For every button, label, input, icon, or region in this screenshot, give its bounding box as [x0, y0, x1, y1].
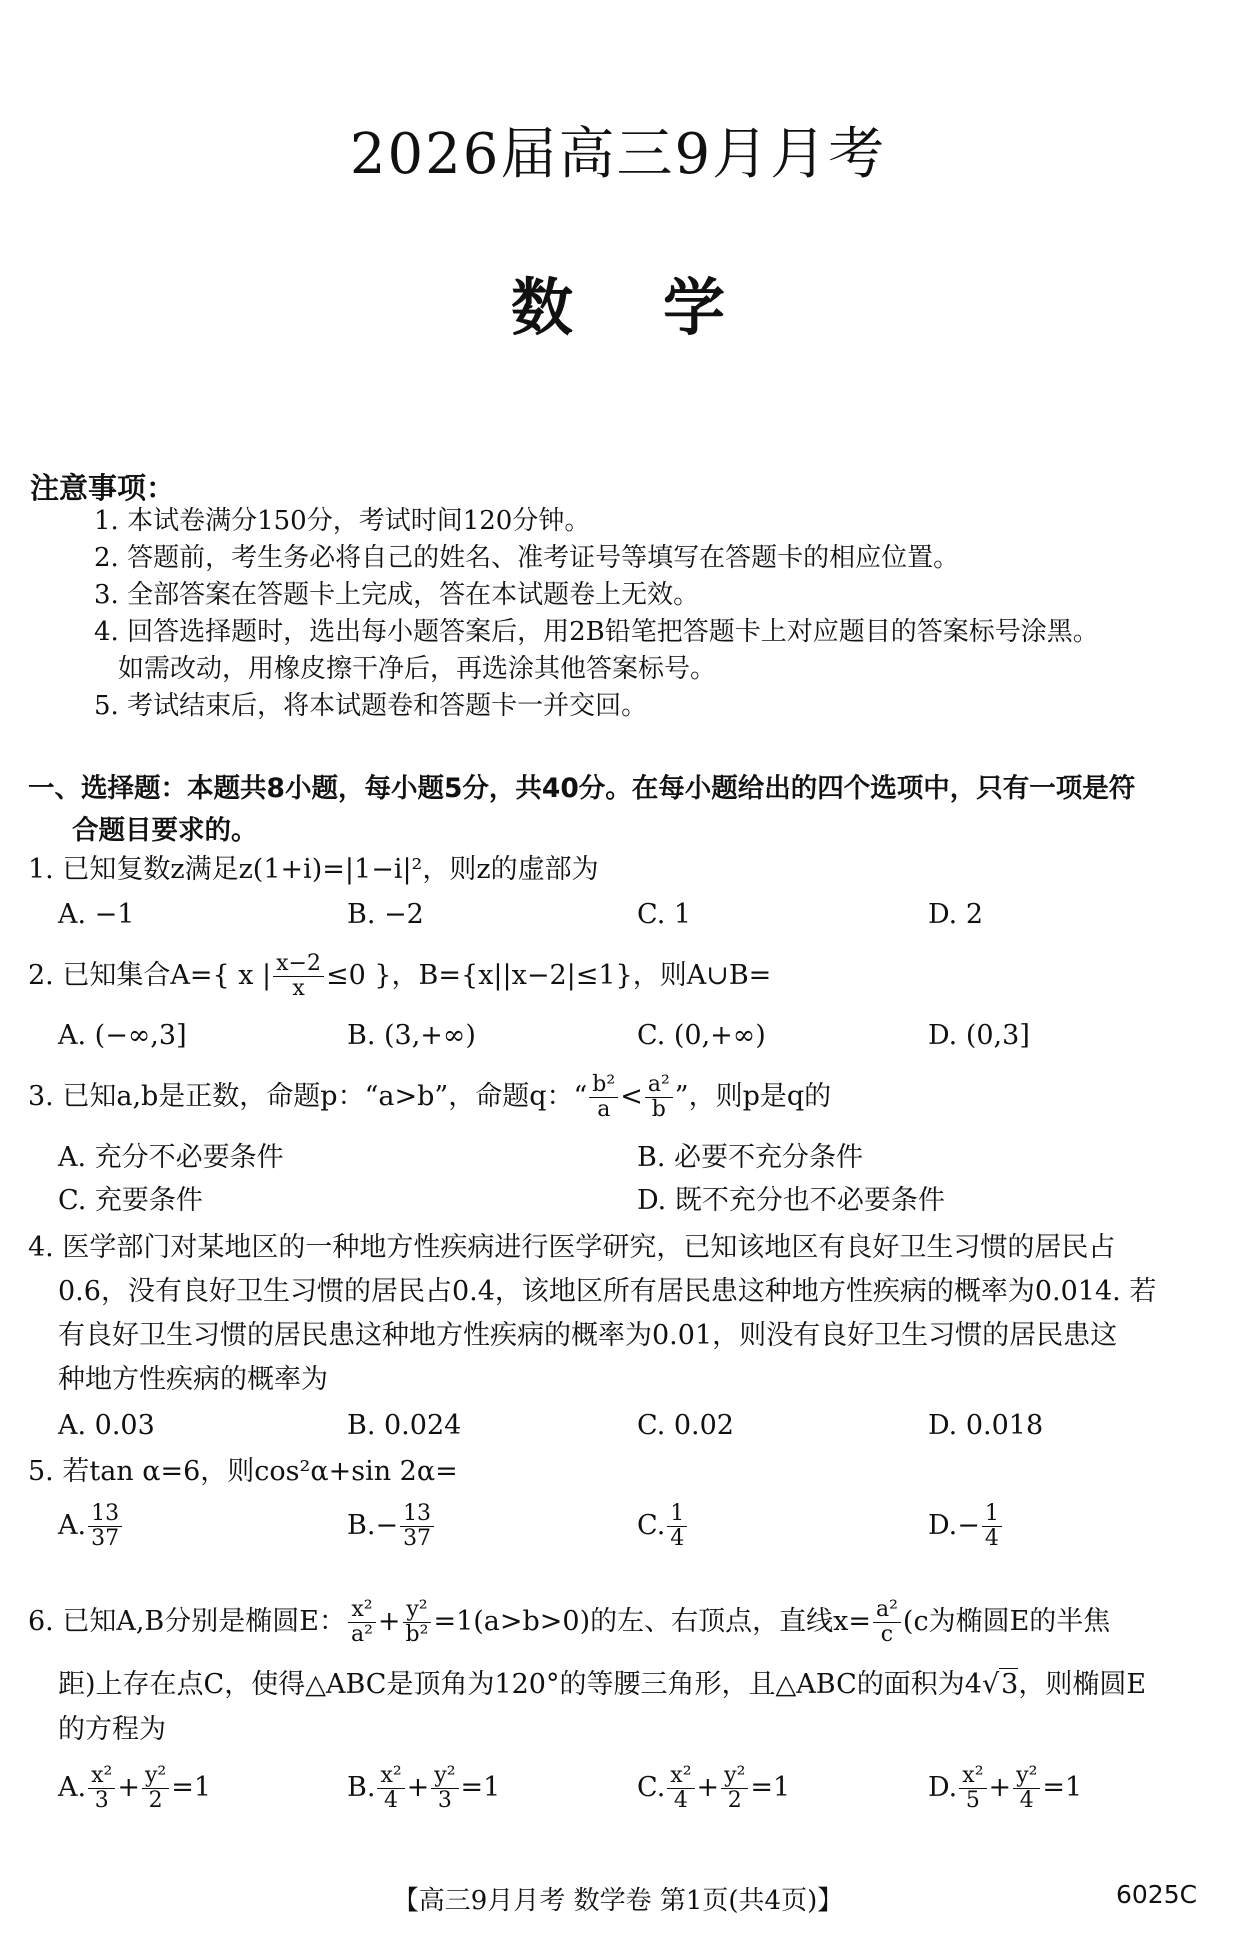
q2-prefix: 2. 已知集合A= [28, 960, 213, 991]
q6-b-eq: =1 [460, 1772, 501, 1803]
q4-option-b: B. 0.024 [347, 1410, 462, 1441]
q5-b-fraction [400, 1502, 434, 1551]
notice-item: 1. 本试卷满分150分，考试时间120分钟。 [94, 506, 591, 536]
q5-c-label: C. [637, 1510, 666, 1541]
q6-a-y [142, 1764, 169, 1813]
q5-option-c [637, 1502, 689, 1551]
q5-c-den: 4 [670, 1526, 685, 1551]
question-2-stem [28, 952, 771, 1001]
question-6-line-2 [58, 1667, 1146, 1703]
q6-sqrt-value: 3 [1001, 1669, 1019, 1700]
q6-a-yn: y² [142, 1764, 169, 1789]
q6-option-b [347, 1764, 500, 1813]
q5-b-den: 37 [403, 1526, 432, 1551]
notice-item: 3. 全部答案在答题卡上完成，答在本试题卷上无效。 [94, 580, 700, 610]
question-3-stem [28, 1073, 831, 1122]
q3-option-d: D. 既不充分也不必要条件 [637, 1185, 945, 1216]
q6-d-x [959, 1764, 986, 1813]
q5-c-num: 1 [667, 1502, 687, 1527]
q5-a-fraction [88, 1502, 122, 1551]
q6-option-a [58, 1764, 211, 1813]
q3-frac2-den: b [651, 1097, 666, 1122]
q6-mid: =1(a>b>0)的左、右顶点，直线x= [433, 1606, 871, 1637]
q6-ex-num: x² [348, 1598, 376, 1623]
q5-d-label: D. [928, 1510, 958, 1541]
q6-d-label: D. [928, 1772, 958, 1803]
q6-c-x [667, 1764, 694, 1813]
q1-option-a: A. −1 [58, 899, 135, 930]
q6-c-y [721, 1764, 748, 1813]
q6-c-yn: y² [721, 1764, 748, 1789]
q5-d-sign: − [957, 1510, 980, 1541]
q6-b-label: B. [347, 1772, 376, 1803]
question-6-line-1 [28, 1598, 1110, 1647]
q2-option-a: A. (−∞,3] [58, 1020, 187, 1051]
q6-b-yn: y² [431, 1764, 458, 1789]
q6-c-yd: 2 [727, 1788, 742, 1813]
notice-item: 如需改动，用橡皮擦干净后，再选涂其他答案标号。 [118, 654, 717, 684]
q2-set-right: ≤0 }，B={x||x−2|≤1}，则A∪B= [325, 960, 772, 991]
q3-option-b: B. 必要不充分条件 [637, 1142, 864, 1173]
q3-fraction-1 [589, 1073, 618, 1122]
q5-c-fraction [667, 1502, 687, 1551]
q6-c-plus: + [696, 1772, 720, 1803]
q6-a-xd: 3 [94, 1788, 109, 1813]
question-4-line: 0.6，没有良好卫生习惯的居民占0.4，该地区所有居民患这种地方性疾病的概率为0.014. 若 [58, 1276, 1157, 1307]
q5-a-num: 13 [88, 1502, 122, 1527]
page-footer: 【高三9月月考 数学卷 第1页(共4页)】 [392, 1886, 844, 1916]
q3-option-c: C. 充要条件 [58, 1185, 203, 1216]
q6-d-xd: 5 [965, 1788, 980, 1813]
question-4-line: 有良好卫生习惯的居民患这种地方性疾病的概率为0.01，则没有良好卫生习惯的居民患这 [58, 1320, 1118, 1351]
sqrt-sign: √ [981, 1669, 1000, 1700]
notice-item: 5. 考试结束后，将本试题卷和答题卡一并交回。 [94, 691, 648, 721]
q6-line2-prefix: 距)上存在点C，使得△ABC是顶角为120°的等腰三角形，且△ABC的面积为4 [58, 1669, 982, 1700]
q6-line2-suffix: ，则椭圆E [1018, 1669, 1147, 1700]
q4-option-d: D. 0.018 [928, 1410, 1044, 1441]
q6-line-num: a² [873, 1598, 901, 1623]
q2-frac-den: x [292, 976, 305, 1001]
q3-fraction-2 [645, 1073, 673, 1122]
section-heading-cont: 合题目要求的。 [72, 815, 258, 846]
q2-frac-num: x−2 [273, 952, 324, 977]
q6-c-label: C. [637, 1772, 666, 1803]
question-4-line: 4. 医学部门对某地区的一种地方性疾病进行医学研究，已知该地区有良好卫生习惯的居民占 [28, 1232, 1116, 1263]
q5-d-den: 4 [984, 1526, 999, 1551]
q1-option-c: C. 1 [637, 899, 692, 930]
q3-op: < [620, 1081, 643, 1112]
q6-b-xn: x² [377, 1764, 404, 1789]
q2-option-b: B. (3,+∞) [347, 1020, 476, 1051]
notice-item: 4. 回答选择题时，选出每小题答案后，用2B铅笔把答题卡上对应题目的答案标号涂黑。 [94, 617, 1099, 647]
q6-a-label: A. [58, 1772, 87, 1803]
q6-b-y [431, 1764, 458, 1813]
question-1-stem: 1. 已知复数z满足z(1+i)=|1−i|²，则z的虚部为 [28, 854, 599, 885]
q1-option-d: D. 2 [928, 899, 984, 930]
notice-heading: 注意事项： [30, 471, 176, 505]
q6-b-yd: 3 [437, 1788, 452, 1813]
q5-option-d [928, 1502, 1004, 1551]
paper-code: 6025C [1116, 1880, 1198, 1909]
q5-option-a [58, 1502, 124, 1551]
notice-item: 2. 答题前，考生务必将自己的姓名、准考证号等填写在答题卡的相应位置。 [94, 543, 960, 573]
q6-d-plus: + [988, 1772, 1012, 1803]
q6-line-fraction [873, 1598, 901, 1647]
q1-option-b: B. −2 [347, 899, 424, 930]
q5-a-label: A. [58, 1510, 87, 1541]
q3-option-a: A. 充分不必要条件 [58, 1142, 284, 1173]
q3-frac2-num: a² [645, 1073, 673, 1098]
q5-b-sign: − [375, 1510, 399, 1541]
exam-title: 2026届高三9月月考 [349, 122, 887, 187]
q6-prefix: 6. 已知A,B分别是椭圆E： [28, 1606, 346, 1637]
q6-option-d [928, 1764, 1082, 1813]
q6-b-x [377, 1764, 404, 1813]
subject-title: 数学 [510, 271, 815, 344]
q3-frac1-num: b² [589, 1073, 618, 1098]
q6-b-plus: + [406, 1772, 430, 1803]
q2-fraction [273, 952, 324, 1001]
q6-line-den: c [880, 1622, 894, 1647]
q6-d-yd: 4 [1019, 1788, 1034, 1813]
q6-d-yn: y² [1013, 1764, 1040, 1789]
q6-d-y [1013, 1764, 1040, 1813]
q5-a-den: 37 [91, 1526, 120, 1551]
q6-a-x [88, 1764, 115, 1813]
q5-option-b [347, 1502, 436, 1551]
q6-d-eq: =1 [1042, 1772, 1083, 1803]
q6-suffix: (c为椭圆E的半焦 [902, 1606, 1111, 1637]
q5-b-num: 13 [400, 1502, 434, 1527]
q3-frac1-den: a [597, 1097, 611, 1122]
q6-b-xd: 4 [384, 1788, 399, 1813]
question-6-line-3: 的方程为 [58, 1714, 166, 1745]
q6-c-eq: =1 [750, 1772, 791, 1803]
q3-prefix: 3. 已知a,b是正数，命题p：“a>b”，命题q：“ [28, 1081, 588, 1112]
q6-ellipse-x [348, 1598, 376, 1647]
q6-plus: + [377, 1606, 401, 1637]
q2-option-c: C. (0,+∞) [637, 1020, 766, 1051]
q4-option-c: C. 0.02 [637, 1410, 734, 1441]
q6-a-yd: 2 [148, 1788, 163, 1813]
q6-a-plus: + [117, 1772, 140, 1803]
q6-option-c [637, 1764, 790, 1813]
q6-d-xn: x² [959, 1764, 986, 1789]
q5-d-num: 1 [982, 1502, 1002, 1527]
q2-option-d: D. (0,3] [928, 1020, 1030, 1051]
q6-c-xd: 4 [673, 1788, 688, 1813]
question-5-stem: 5. 若tan α=6，则cos²α+sin 2α= [28, 1456, 458, 1487]
q5-d-fraction [982, 1502, 1002, 1551]
q6-ellipse-y [403, 1598, 432, 1647]
q6-ey-num: y² [403, 1598, 432, 1623]
section-heading: 一、选择题：本题共8小题，每小题5分，共40分。在每小题给出的四个选项中，只有一项是符 [28, 773, 1136, 804]
question-4-line: 种地方性疾病的概率为 [58, 1364, 328, 1395]
q6-a-eq: =1 [171, 1772, 212, 1803]
q5-b-label: B. [347, 1510, 376, 1541]
q3-suffix: ”，则p是q的 [674, 1081, 832, 1112]
q2-set-left: { x | [212, 960, 272, 991]
q6-ey-den: b² [405, 1622, 429, 1647]
q6-c-xn: x² [667, 1764, 694, 1789]
q6-ex-den: a² [350, 1622, 373, 1647]
q6-a-xn: x² [88, 1764, 115, 1789]
q4-option-a: A. 0.03 [58, 1410, 155, 1441]
